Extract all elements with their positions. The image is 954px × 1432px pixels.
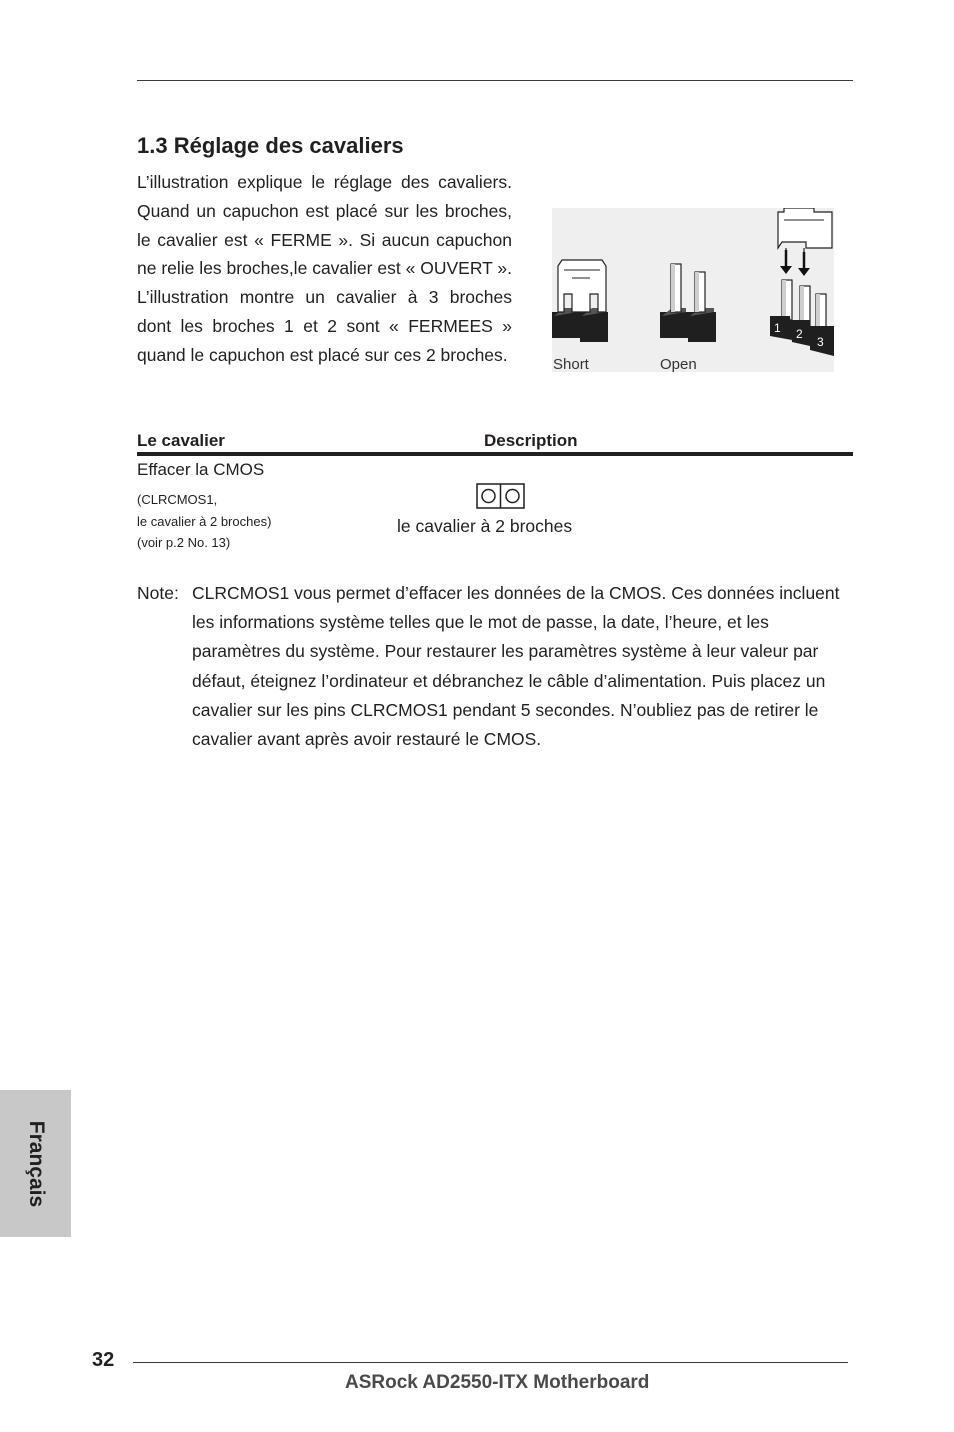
- table-header-rule: [137, 452, 853, 456]
- intro-paragraph: L’illustration explique le réglage des cavaliers. Quand un capuchon est placé sur les broches, le cavalier est « FERME ». Si aucun capuchon ne relie les broches,le cavalier est « OUVERT ». L’illustration montre un cavalier à 3 broches dont les broches 1 et 2 sont « FERMEES » quand le capuchon est placé sur ces 2 broches.: [137, 172, 512, 365]
- note-label: Note:: [137, 583, 179, 603]
- jumper-name: Effacer la CMOS: [137, 460, 265, 479]
- note-text: CLRCMOS1 vous permet d’effacer les données de la CMOS. Ces données incluent les informations système telles que le mot de passe, la date, l’heure, et les paramètres du système. Pour restaurer les paramètres système à leur valeur par défaut, éteignez l’ordinateur et débranchez le câble d’alimentation. Puis placez un cavalier sur les pins CLRCMOS1 pendant 5 secondes. N’oubliez pas de retirer le cavalier avant après avoir restauré le CMOS.: [192, 583, 840, 750]
- table-header-description: Description: [484, 431, 578, 450]
- open-label: Open: [660, 356, 697, 372]
- jumper-details: [137, 489, 271, 554]
- two-pin-jumper-icon: [476, 483, 525, 509]
- header-rule: [137, 80, 853, 81]
- language-label: Français: [24, 1120, 48, 1207]
- jumper-detail-line: (voir p.2 No. 13): [137, 535, 231, 550]
- footer-title: ASRock AD2550-ITX Motherboard: [345, 1372, 650, 1393]
- section-title: 1.3 Réglage des cavaliers: [137, 133, 404, 158]
- short-label: Short: [553, 356, 589, 372]
- page-number: 32: [92, 1349, 115, 1371]
- footer-rule: [133, 1362, 848, 1363]
- jumper-detail-line: le cavalier à 2 broches): [137, 513, 272, 529]
- jumper-caption: le cavalier à 2 broches: [397, 516, 573, 536]
- jumper-detail-line: (CLRCMOS1,: [137, 492, 218, 507]
- language-side-tab: [0, 1090, 71, 1237]
- pin-number-3: 3: [817, 335, 824, 349]
- pin-number-2: 2: [796, 327, 803, 341]
- table-header-jumper: Le cavalier: [137, 431, 225, 450]
- jumper-illustration: [552, 208, 834, 372]
- short-jumper-diagram: [552, 260, 608, 342]
- pin-number-1: 1: [774, 321, 781, 335]
